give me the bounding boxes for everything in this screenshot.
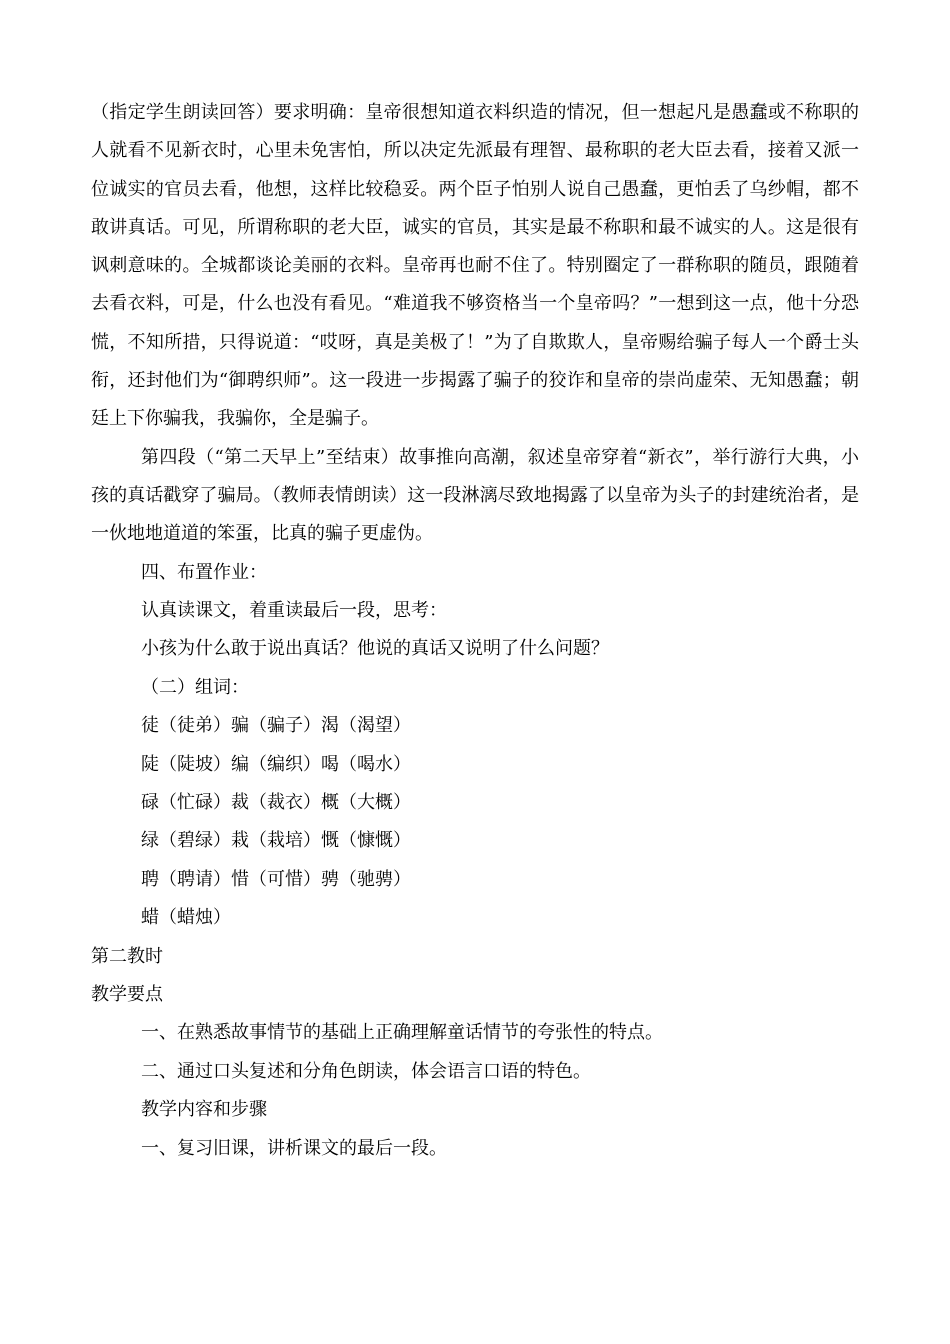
vocab-row: 碌（忙碌）裁（裁衣）概（大概） bbox=[141, 792, 411, 813]
lesson-title: 第二教时 bbox=[91, 945, 163, 967]
steps-heading: 教学内容和步骤 bbox=[141, 1099, 267, 1121]
teaching-point-2: 二、通过口头复述和分角色朗读，体会语言口语的特色。 bbox=[141, 1060, 591, 1082]
homework-heading: 四、布置作业： bbox=[141, 561, 267, 583]
teaching-points-heading: 教学要点 bbox=[91, 984, 163, 1006]
paragraph-analysis: （指定学生朗读回答）要求明确：皇帝很想知道衣料织造的情况，但一想起凡是愚蠢或不称职的人就看不见新衣时，心里未免害怕，所以决定先派最有理智、最称职的老大臣去看，接着又派一位诚实的官员去看，他想，这样比较稳妥。两个臣子怕别人说自己愚蠢，更怕丢了乌纱帽，都不敢讲真话。可见，所谓称职的老大臣，诚实的官员，其实是最不称职和最不诚实的人。这是很有讽刺意味的。全城都谈论美丽的衣料。皇帝再也耐不住了。特别圈定了一群称职的随员，跟随着去看衣料，可是，什么也没有看见。“难道我不够资格当一个皇帝吗？”一想到这一点，他十分恐慌，不知所措，只得说道：“哎呀，真是美极了！”为了自欺欺人，皇帝赐给骗子每人一个爵士头衔，还封他们为“御聘织师”。这一段进一步揭露了骗子的狡诈和皇帝的崇尚虚荣、无知愚蠢；朝廷上下你骗我，我骗你，全是骗子。 bbox=[91, 102, 859, 430]
vocab-row: 聘（聘请）惜（可惜）骋（驰骋） bbox=[141, 868, 411, 890]
vocab-row: 徒（徒弟）骗（骗子）渴（渴望） bbox=[141, 715, 411, 737]
document-page bbox=[91, 94, 859, 1168]
paragraph-fourth-section: 第四段（“第二天早上”至结束）故事推向高潮，叙述皇帝穿着“新衣”，举行游行大典，小孩的真话戳穿了骗局。（教师表情朗读）这一段淋漓尽致地揭露了以皇帝为头子的封建统治者，是一伙地地道道的笨蛋，比真的骗子更虚伪。 bbox=[91, 446, 859, 545]
vocab-row: 蜡（蜡烛） bbox=[141, 907, 231, 929]
step-1: 一、复习旧课，讲析课文的最后一段。 bbox=[141, 1137, 447, 1159]
homework-question: 小孩为什么敢于说出真话？他说的真话又说明了什么问题？ bbox=[141, 638, 609, 660]
vocab-row: 绿（碧绿）栽（栽培）慨（慷慨） bbox=[141, 830, 411, 852]
teaching-point-1: 一、在熟悉故事情节的基础上正确理解童话情节的夸张性的特点。 bbox=[141, 1022, 663, 1044]
vocab-row: 陡（陡坡）编（编织）喝（喝水） bbox=[141, 753, 411, 775]
vocab-heading: （二）组词： bbox=[141, 676, 249, 698]
homework-task: 认真读课文，着重读最后一段，思考： bbox=[141, 599, 447, 621]
